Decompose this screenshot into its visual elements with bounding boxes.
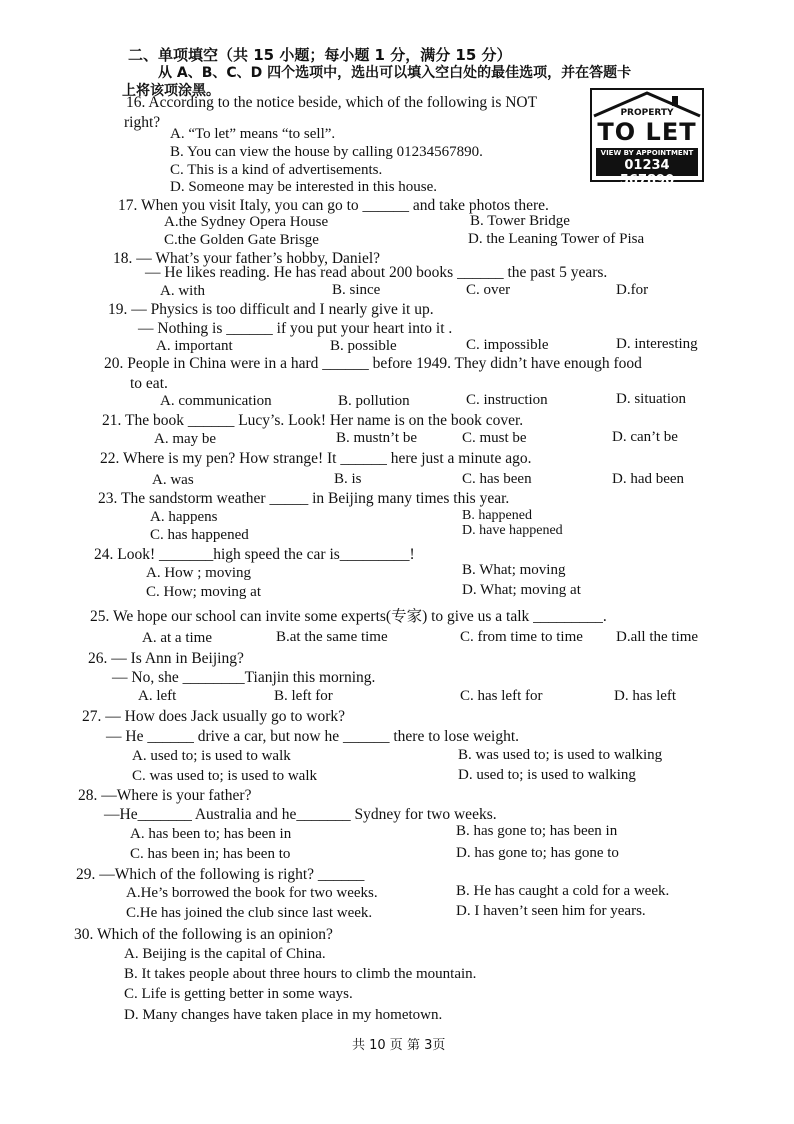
q20-stem-2: to eat. <box>130 375 168 392</box>
q16-stem-2: right? <box>124 114 161 131</box>
q17-option-c: C.the Golden Gate Brisge <box>164 232 319 248</box>
q30-option-d: D. Many changes have taken place in my hometown. <box>124 1007 443 1023</box>
q27-stem-2: — He ______ drive a car, but now he ______ there to lose weight. <box>106 728 520 745</box>
q16-option-b: B. You can view the house by calling 01234567890. <box>170 144 483 160</box>
q20-option-d: D. situation <box>616 391 686 407</box>
q16-option-c: C. This is a kind of advertisements. <box>170 162 383 178</box>
q18-option-d: D.for <box>616 282 649 298</box>
q22-option-a: A. was <box>152 472 194 488</box>
q21-option-d: D. can’t be <box>612 429 678 445</box>
q30-option-c: C. Life is getting better in some ways. <box>124 986 353 1002</box>
q29-option-c: C.He has joined the club since last week. <box>126 905 373 921</box>
q30-option-b: B. It takes people about three hours to climb the mountain. <box>124 966 477 982</box>
q28-option-a: A. has been to; has been in <box>130 826 292 842</box>
q25-option-d: D.all the time <box>616 629 699 645</box>
q28-option-d: D. has gone to; has gone to <box>456 845 619 861</box>
q26-option-d: D. has left <box>614 688 677 704</box>
q19-option-b: B. possible <box>330 338 397 354</box>
q18-option-c: C. over <box>466 282 511 298</box>
q17-option-b: B. Tower Bridge <box>470 213 570 229</box>
sign-phone-band <box>596 148 698 188</box>
q18-option-b: B. since <box>332 282 381 298</box>
q28-stem-2: —He_______ Australia and he_______ Sydney for two weeks. <box>104 806 497 823</box>
q16-option-a: A. “To let” means “to sell”. <box>170 126 336 142</box>
q27-option-c: C. was used to; is used to walk <box>132 768 317 784</box>
sign-main-text: TO LET <box>597 118 697 146</box>
q30-stem: 30. Which of the following is an opinion? <box>74 926 333 943</box>
q22-stem: 22. Where is my pen? How strange! It ______ here just a minute ago. <box>100 450 532 467</box>
instruction-line-1: 从 A、B、C、D 四个选项中，选出可以填入空白处的最佳选项，并在答题卡 <box>158 65 632 81</box>
q28-option-c: C. has been in; has been to <box>130 846 291 862</box>
q21-option-c: C. must be <box>462 430 527 446</box>
q20-option-b: B. pollution <box>338 393 410 409</box>
q29-option-a: A.He’s borrowed the book for two weeks. <box>126 885 378 901</box>
q20-stem-1: 20. People in China were in a hard ______ before 1949. They didn’t have enough food <box>104 355 642 372</box>
q26-stem-2: — No, she ________Tianjin this morning. <box>112 669 376 686</box>
q24-option-c: C. How; moving at <box>146 584 261 600</box>
q18-stem-1: 18. — What’s your father’s hobby, Daniel? <box>113 250 381 267</box>
q21-option-a: A. may be <box>154 431 217 447</box>
q24-stem: 24. Look! _______high speed the car is_________! <box>94 546 415 563</box>
q27-option-d: D. used to; is used to walking <box>458 767 636 783</box>
q29-option-b: B. He has caught a cold for a week. <box>456 883 670 899</box>
q21-option-b: B. mustn’t be <box>336 430 417 446</box>
q24-option-d: D. What; moving at <box>462 582 581 598</box>
q23-option-d: D. have happened <box>462 523 563 538</box>
q26-option-a: A. left <box>138 688 177 704</box>
q16-stem-1: 16. According to the notice beside, which of the following is NOT <box>126 94 538 111</box>
q19-stem-1: 19. — Physics is too difficult and I nearly give it up. <box>108 301 434 318</box>
q24-option-a: A. How ; moving <box>146 565 251 581</box>
q26-stem-1: 26. — Is Ann in Beijing? <box>88 650 244 667</box>
q26-option-c: C. has left for <box>460 688 543 704</box>
q18-stem-2: — He likes reading. He has read about 200 books ______ the past 5 years. <box>145 264 608 281</box>
sign-top-text: PROPERTY <box>620 108 674 118</box>
q20-option-c: C. instruction <box>466 392 548 408</box>
q27-stem-1: 27. — How does Jack usually go to work? <box>82 708 346 725</box>
page-footer: 共 10 页 第 3页 <box>352 1038 446 1053</box>
q25-option-c: C. from time to time <box>460 629 583 645</box>
q27-option-b: B. was used to; is used to walking <box>458 747 663 763</box>
q19-stem-2: — Nothing is ______ if you put your heart into it . <box>138 320 453 337</box>
q17-option-d: D. the Leaning Tower of Pisa <box>468 231 645 247</box>
q22-option-d: D. had been <box>612 471 685 487</box>
instruction-line-2: 上将该项涂黑。 <box>122 83 220 99</box>
q22-option-c: C. has been <box>462 471 532 487</box>
q29-option-d: D. I haven’t seen him for years. <box>456 903 646 919</box>
q29-stem: 29. —Which of the following is right? ______ <box>76 866 365 883</box>
q28-option-b: B. has gone to; has been in <box>456 823 618 839</box>
to-let-sign <box>590 88 704 188</box>
q27-option-a: A. used to; is used to walk <box>132 748 291 764</box>
q26-option-b: B. left for <box>274 688 333 704</box>
q24-option-b: B. What; moving <box>462 562 566 578</box>
q30-option-a: A. Beijing is the capital of China. <box>124 946 326 962</box>
q25-option-b: B.at the same time <box>276 629 388 645</box>
q23-option-b: B. happened <box>462 508 532 523</box>
q21-stem: 21. The book ______ Lucy’s. Look! Her name is on the book cover. <box>102 412 524 429</box>
q19-option-c: C. impossible <box>466 337 549 353</box>
q25-option-a: A. at a time <box>142 630 212 646</box>
q17-option-a: A.the Sydney Opera House <box>164 214 329 230</box>
q23-option-c: C. has happened <box>150 527 249 543</box>
q23-option-a: A. happens <box>150 509 218 525</box>
section-title: 二、单项填空（共 15 小题；每小题 1 分，满分 15 分） <box>128 46 512 64</box>
q17-stem: 17. When you visit Italy, you can go to ______ and take photos there. <box>118 197 549 214</box>
sign-phone: 01234 567890 <box>619 158 675 188</box>
q16-option-d: D. Someone may be interested in this house. <box>170 179 438 195</box>
q18-option-a: A. with <box>160 283 205 299</box>
q25-stem: 25. We hope our school can invite some experts(专家) to give us a talk _________. <box>90 608 607 625</box>
sign-sub-text: VIEW BY APPOINTMENT <box>600 149 694 157</box>
q28-stem-1: 28. —Where is your father? <box>78 787 252 804</box>
q19-option-a: A. important <box>156 338 233 354</box>
q20-option-a: A. communication <box>160 393 272 409</box>
q19-option-d: D. interesting <box>616 336 698 352</box>
q23-stem: 23. The sandstorm weather _____ in Beijing many times this year. <box>98 490 510 507</box>
q22-option-b: B. is <box>334 471 362 487</box>
